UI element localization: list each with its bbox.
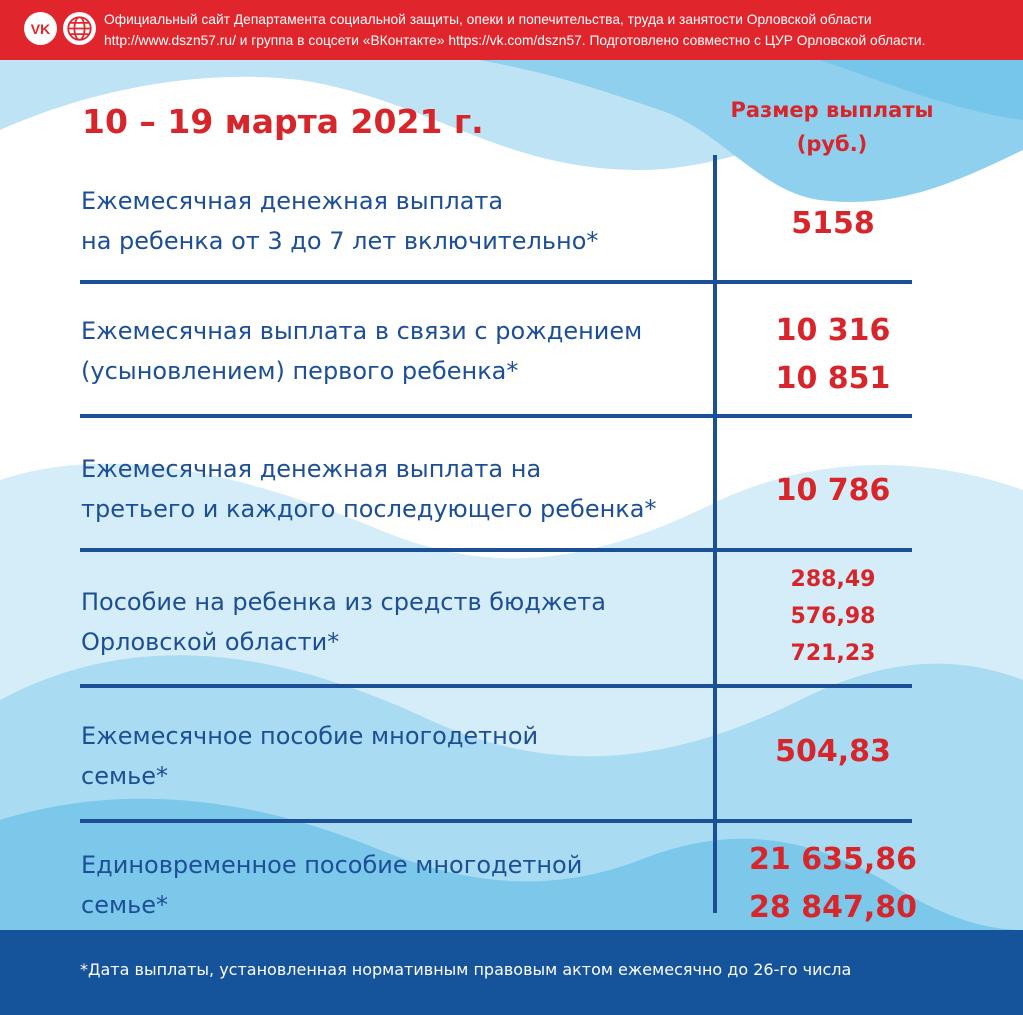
footnote: *Дата выплаты, установленная нормативным правовым актом ежемесячно до 26-го числа — [80, 960, 852, 979]
row-1-label-line-2: на ребенка от 3 до 7 лет включительно* — [81, 227, 599, 255]
row-3-label — [81, 449, 656, 529]
row-2-value-2: 10 851 — [775, 361, 891, 396]
row-4-label-line-1: Пособие на ребенка из средств бюджета — [81, 588, 606, 616]
top-banner — [0, 0, 1023, 60]
row-4-value-2: 576,98 — [790, 604, 876, 629]
row-4-value-3: 721,23 — [790, 641, 876, 666]
row-divider — [80, 280, 912, 284]
header-line-1: Официальный сайт Департамента социальной защиты, опеки и попечительства, труда и занятости Орловской области — [104, 12, 872, 27]
row-5-value — [718, 728, 948, 776]
row-2-label — [81, 311, 642, 391]
row-5-value-1: 504,83 — [775, 734, 891, 769]
row-1-value-1: 5158 — [791, 206, 875, 241]
row-2-value-1: 10 316 — [775, 313, 891, 348]
row-5-label-line-2: семье* — [81, 762, 168, 790]
row-2-value — [718, 307, 948, 403]
globe-icon[interactable] — [63, 12, 96, 45]
row-1-value — [718, 200, 948, 248]
row-1-label-line-1: Ежемесячная денежная выплата — [81, 187, 504, 215]
row-6-label — [81, 845, 582, 925]
row-4-label-line-2: Орловской области* — [81, 628, 340, 656]
page-title: 10 – 19 марта 2021 г. — [82, 102, 484, 141]
header-line-2: http://www.dszn57.ru/ и группа в соцсети «ВКонтакте» https://vk.com/dszn57. Подготовлено совместно с ЦУР Орловской области. — [104, 33, 926, 48]
row-5-label — [81, 716, 538, 796]
row-2-label-line-2: (усыновлением) первого ребенка* — [81, 357, 519, 385]
row-5-label-line-1: Ежемесячное пособие многодетной — [81, 722, 539, 750]
column-header-line-2: (руб.) — [796, 132, 868, 156]
row-6-value — [718, 836, 948, 932]
row-3-label-line-1: Ежемесячная денежная выплата на — [81, 455, 542, 483]
row-3-value — [718, 467, 948, 515]
row-4-label — [81, 582, 606, 662]
column-divider — [713, 155, 717, 913]
row-6-value-2: 28 847,80 — [749, 890, 917, 925]
row-2-label-line-1: Ежемесячная выплата в связи с рождением — [81, 317, 643, 345]
row-6-value-1: 21 635,86 — [749, 842, 917, 877]
row-4-value-1: 288,49 — [790, 567, 876, 592]
row-divider — [80, 819, 912, 823]
row-6-label-line-1: Единовременное пособие многодетной — [81, 851, 583, 879]
footer-bar — [0, 930, 1023, 1015]
row-3-value-1: 10 786 — [775, 473, 891, 508]
row-1-label — [81, 181, 598, 261]
vk-icon[interactable]: VK — [24, 12, 57, 45]
column-header-line-1: Размер выплаты — [730, 98, 934, 122]
header-text — [104, 9, 925, 51]
row-4-value — [718, 561, 948, 672]
row-divider — [80, 548, 912, 552]
column-header-amount — [712, 93, 952, 161]
row-divider — [80, 684, 912, 688]
row-3-label-line-2: третьего и каждого последующего ребенка* — [81, 495, 657, 523]
row-divider — [80, 414, 912, 418]
row-6-label-line-2: семье* — [81, 891, 168, 919]
